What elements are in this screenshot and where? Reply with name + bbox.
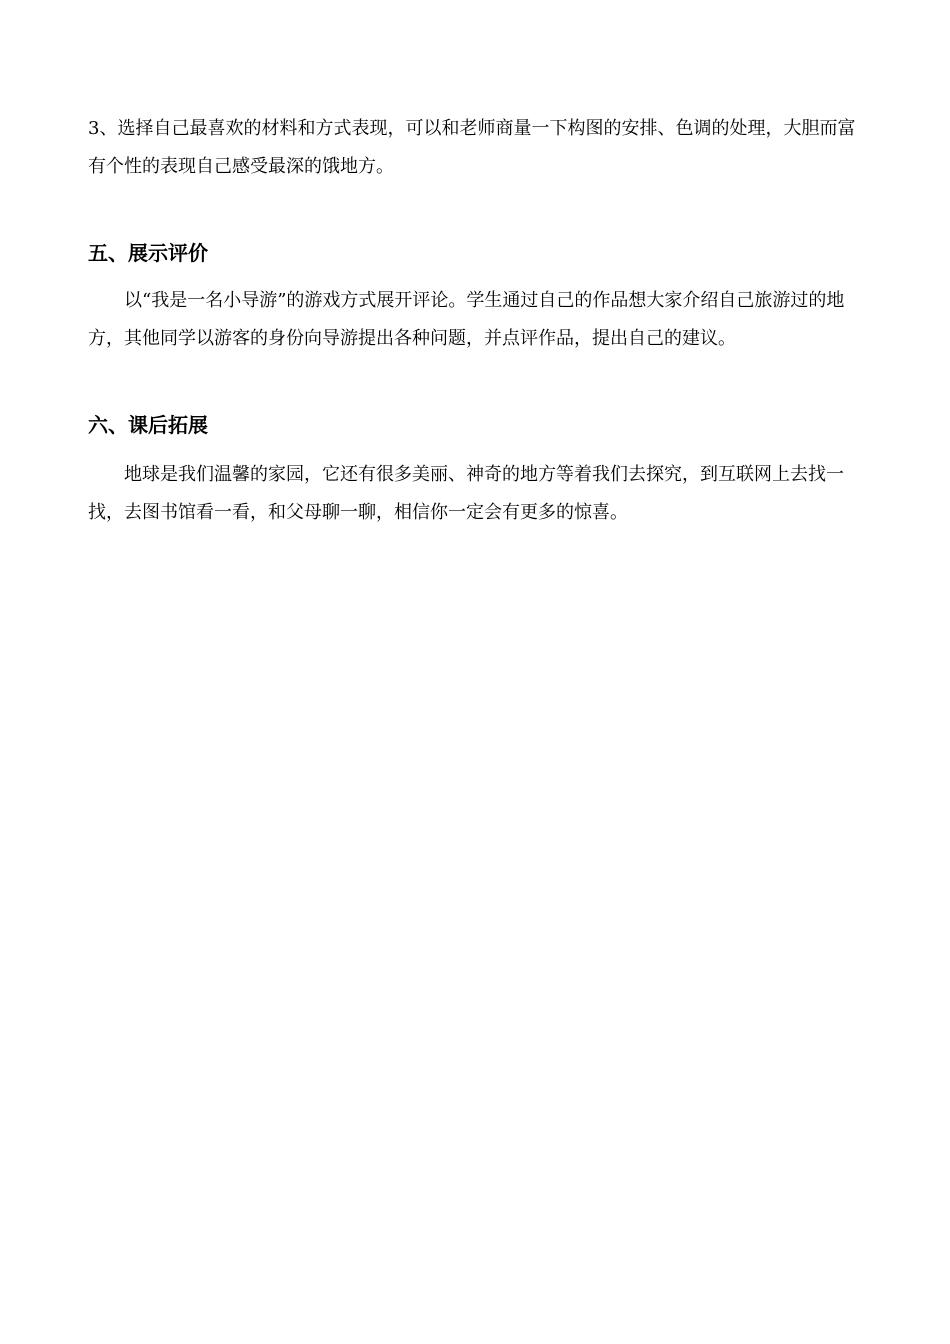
section-6-heading: 六、课后拓展 [88,413,208,437]
section-5-body: 以“我是一名小导游”的游戏方式展开评论。学生通过自己的作品想大家介绍自己旅游过的地方，其他同学以游客的身份向导游提出各种问题，并点评作品，提出自己的建议。 [88,290,845,349]
section-5-heading: 五、展示评价 [88,241,208,265]
section-6-body: 地球是我们温馨的家园，它还有很多美丽、神奇的地方等着我们去探究，到互联网上去找一找，去图书馆看一看，和父母聊一聊，相信你一定会有更多的惊喜。 [88,464,844,523]
step-3-paragraph: 3、选择自己最喜欢的材料和方式表现，可以和老师商量一下构图的安排、色调的处理，大胆而富有个性的表现自己感受最深的饿地方。 [88,118,856,177]
